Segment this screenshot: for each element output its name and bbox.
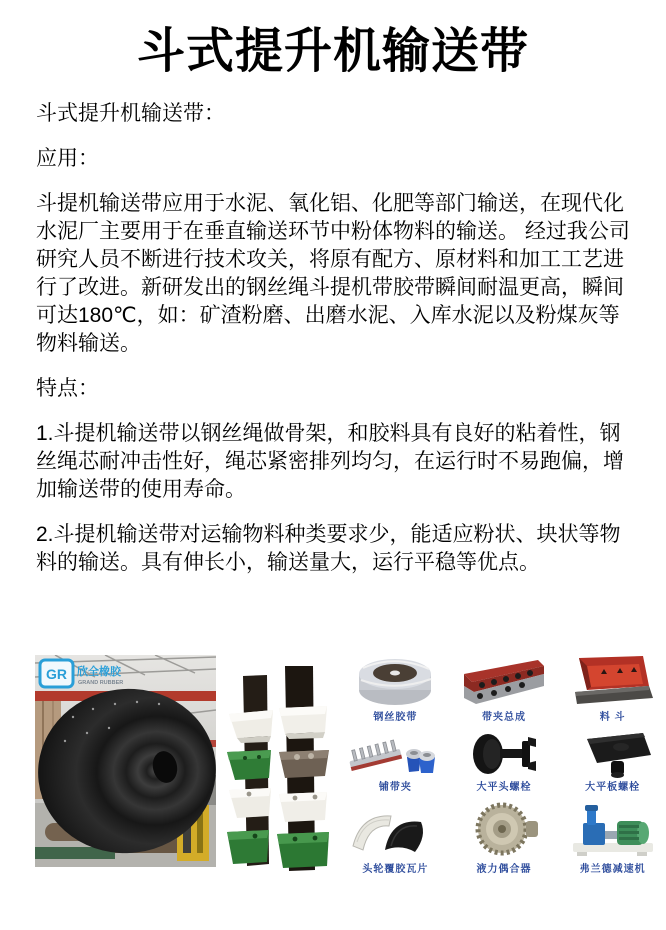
article-body — [36, 100, 634, 594]
product-label: 料 斗 — [599, 712, 626, 723]
product-belt-clamp-assembly — [452, 650, 557, 726]
application-heading: 应用： — [36, 147, 99, 170]
bucket-white — [229, 788, 271, 818]
fluid-coupling-icon — [452, 796, 557, 864]
flender-reducer-icon — [560, 796, 665, 864]
buckets-photo-illustration — [227, 666, 333, 872]
factory-belt-roll-photo — [35, 655, 216, 867]
application-paragraph: 斗提机输送带应用于水泥、氧化铝、化肥等部门输送，在现代化水泥厂主要用于在垂直输送环节中粉体物料的输送。 经过我公司研究人员不断进行技术攻关，将原有配方、原材料和加工工艺进行了改进。新研发出的钢丝绳斗提机带胶带瞬间耐温更高，瞬间可达180℃，如：矿渣粉磨、出磨水泥、入库水泥以及粉煤灰等物料输送。 — [36, 192, 630, 355]
product-head-pulley-rubber-tiles — [343, 796, 448, 878]
flat-head-bolt-icon — [452, 726, 557, 782]
product-label: 铺带夹 — [378, 782, 412, 793]
product-label: 钢丝胶带 — [373, 712, 418, 723]
product-flat-head-bolt — [452, 726, 557, 796]
bucket-white — [229, 710, 273, 743]
product-label: 大平头螺栓 — [476, 782, 532, 793]
logo-name-cn: 欣全橡胶 — [77, 666, 121, 678]
bucket-green — [227, 830, 269, 864]
rubber-tiles-icon — [343, 796, 448, 864]
feature-item-2: 2.斗提机输送带对运输物料种类要求少，能适应粉状、块状等物料的输送。具有伸长小，输送量大，运行平稳等优点。 — [36, 523, 621, 574]
product-label: 液力偶合器 — [476, 864, 532, 875]
features-heading: 特点： — [36, 377, 99, 400]
blue-cones — [406, 749, 435, 773]
belt-laying-clamp-icon — [343, 726, 448, 782]
factory-photo-illustration — [35, 655, 216, 867]
product-flat-plate-bolt — [560, 726, 665, 796]
bucket-green — [227, 750, 271, 780]
product-gallery — [0, 648, 666, 893]
bucket-metal — [279, 750, 329, 778]
product-label: 头轮覆胶瓦片 — [362, 864, 429, 875]
flat-plate-bolt-icon — [560, 726, 665, 782]
accessory-grid — [343, 650, 665, 878]
hopper-icon — [560, 650, 665, 712]
product-label: 大平板螺栓 — [585, 782, 641, 793]
belt-clamp-assembly-icon — [452, 650, 557, 712]
product-hopper — [560, 650, 665, 726]
steel-wire-belt-icon — [343, 650, 448, 712]
bucket-white — [279, 706, 327, 739]
product-steel-wire-belt — [343, 650, 448, 726]
bucket-green — [277, 832, 329, 868]
product-label: 弗兰德减速机 — [579, 864, 646, 875]
logo-monogram: GR — [46, 666, 67, 682]
product-label: 带夹总成 — [481, 712, 526, 723]
logo-name-en: GRAND RUBBER — [78, 680, 124, 686]
bucket-white — [279, 792, 327, 822]
page-title: 斗式提升机输送带 — [136, 25, 529, 78]
article-subtitle: 斗式提升机输送带： — [36, 102, 225, 125]
elevator-buckets-photo — [227, 666, 333, 872]
product-belt-laying-clamp — [343, 726, 448, 796]
product-flender-reducer — [560, 796, 665, 878]
product-fluid-coupling — [452, 796, 557, 878]
feature-item-1: 1.斗提机输送带以钢丝绳做骨架，和胶料具有良好的粘着性，钢丝绳芯耐冲击性好，绳芯紧密排列均匀，在运行时不易跑偏，增加输送带的使用寿命。 — [36, 422, 624, 501]
